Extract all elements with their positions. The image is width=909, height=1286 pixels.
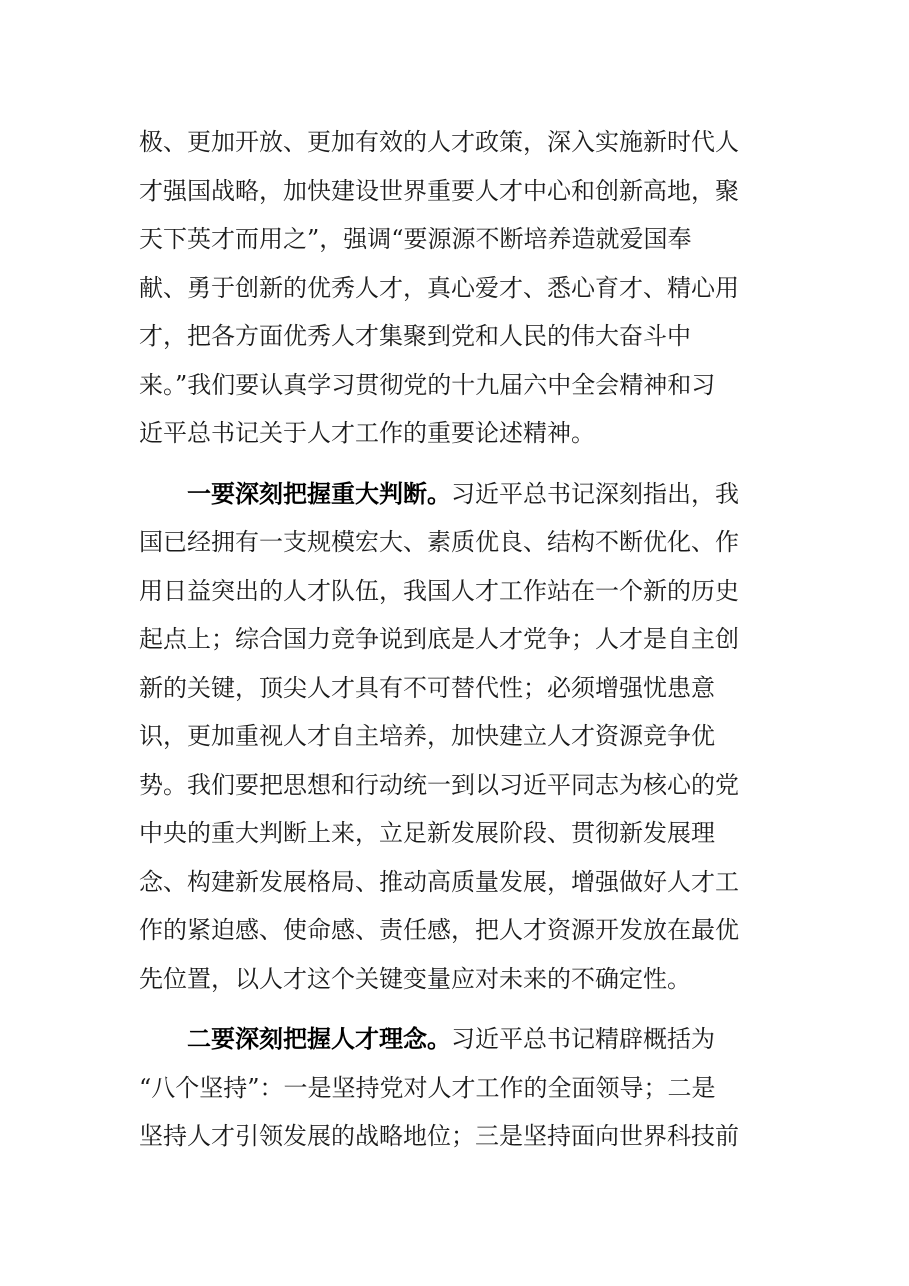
paragraph-first-line — [139, 1015, 751, 1064]
text-line: 先位置，以人才这个关键变量应对未来的不确定性。 — [139, 964, 691, 993]
paragraph-heading: 一要深刻把握重大判断。 — [187, 478, 451, 508]
paragraph-first-line-text: 习近平总书记深刻指出，我 — [451, 479, 739, 508]
paragraph-first-line — [139, 470, 751, 519]
text-line: 念、构建新发展格局、推动高质量发展，增强做好人才工 — [139, 867, 739, 896]
paragraph-first-line-text: 习近平总书记精辟概括为 — [451, 1025, 715, 1053]
text-line: 来。”我们要认真学习贯彻党的十九届六中全会精神和习 — [139, 370, 716, 399]
text-line: 新的关键，顶尖人才具有不可替代性；必须增强忧患意 — [139, 673, 715, 702]
text-line: 才强国战略，加快建设世界重要人才中心和创新高地，聚 — [139, 176, 739, 205]
text-line: 近平总书记关于人才工作的重要论述精神。 — [139, 419, 595, 447]
text-line: 识，更加重视人才自主培养，加快建立人才资源竞争优 — [139, 722, 715, 750]
text-line: 献、勇于创新的优秀人才，真心爱才、悉心育才、精心用 — [139, 273, 739, 302]
document-body — [139, 118, 751, 1161]
text-line: 天下英才而用之”，强调“要源源不断培养造就爱国奉 — [139, 225, 692, 253]
text-line: 用日益突出的人才队伍，我国人才工作站在一个新的历史 — [139, 576, 739, 605]
paragraph-spacer — [139, 458, 751, 470]
text-line: 作的紧迫感、使命感、责任感，把人才资源开发放在最优 — [139, 916, 739, 944]
paragraph-one — [139, 470, 751, 1004]
text-line: 起点上；综合国力竞争说到底是人才党争；人才是自主创 — [139, 625, 739, 653]
text-line: 势。我们要把思想和行动统一到以习近平同志为核心的党 — [139, 770, 739, 799]
intro-paragraph — [139, 118, 751, 458]
text-line: 中央的重大判断上来，立足新发展阶段、贯彻新发展理 — [139, 819, 715, 847]
text-line: 国已经拥有一支规模宏大、素质优良、结构不断优化、作 — [139, 528, 739, 556]
text-line: “八个坚持”：一是坚持党对人才工作的全面领导；二是 — [139, 1073, 716, 1102]
text-line: 才，把各方面优秀人才集聚到党和人民的伟大奋斗中 — [139, 322, 691, 350]
paragraph-heading: 二要深刻把握人才理念。 — [187, 1024, 451, 1053]
paragraph-spacer — [139, 1003, 751, 1015]
paragraph-two — [139, 1015, 751, 1161]
text-line: 极、更加开放、更加有效的人才政策，深入实施新时代人 — [139, 128, 739, 156]
text-line: 坚持人才引领发展的战略地位；三是坚持面向世界科技前 — [139, 1122, 739, 1150]
